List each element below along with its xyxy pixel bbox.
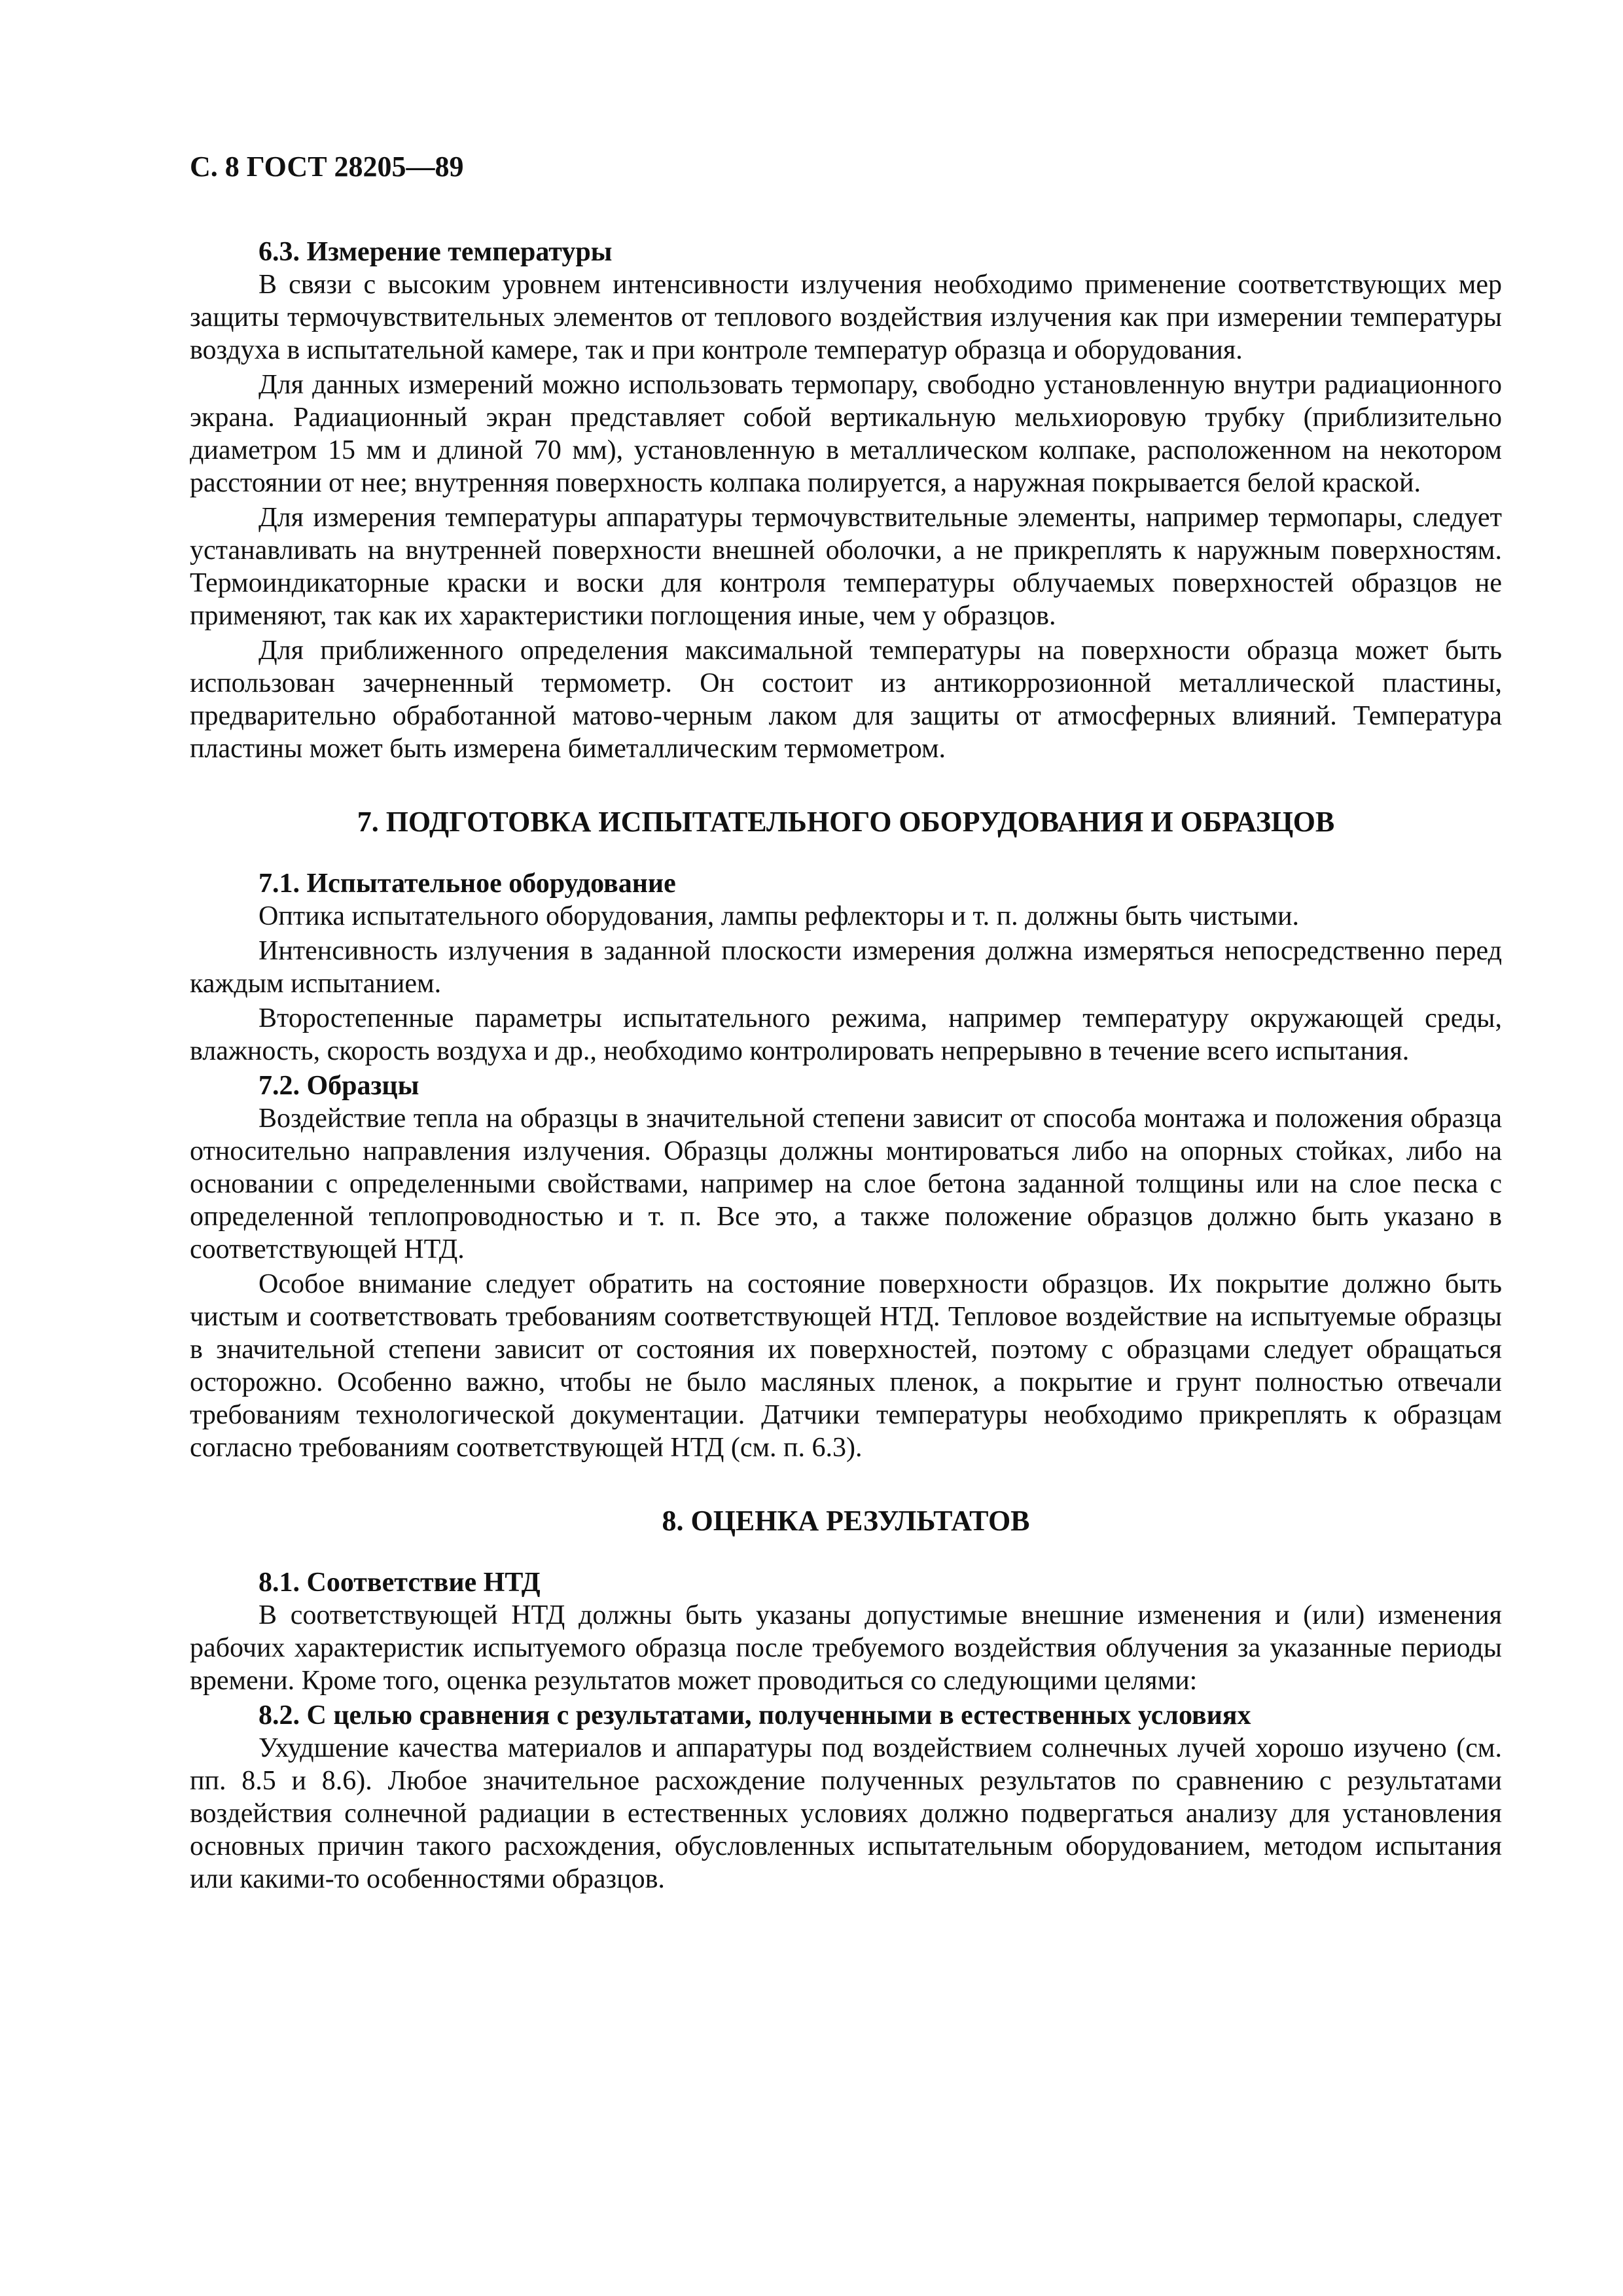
section-8-1-title: 8.1. Соответствие НТД [259, 1568, 541, 1598]
section-6-3-title: 6.3. Измерение температуры [259, 237, 613, 267]
section-6-3-paragraph-3: Для измерения температуры аппаратуры термочувствительные элементы, например термопары, следует устанавливать на внутренней поверхности внешней оболочки, а не прикреплять к наружным поверхностям. Термоиндикаторные краски и воски для контроля температуры облучаемых поверхностей образцов не применяют, так как их характеристики поглощения иные, чем у образцов. [190, 503, 1502, 631]
document-page [190, 151, 1502, 1897]
section-6-3-paragraph-4: Для приближенного определения максимальной температуры на поверхности образца может быть использован зачерненный термометр. Он состоит из антикоррозионной металлической пластины, предварительно обработанной матово-черным лаком для защиты от атмосферных влияний. Температура пластины может быть измерена биметаллическим термометром. [190, 636, 1502, 764]
section-8-title: 8. ОЦЕНКА РЕЗУЛЬТАТОВ [662, 1505, 1030, 1537]
section-8-1-paragraph-1: В соответствующей НТД должны быть указаны допустимые внешние изменения и (или) изменения рабочих характеристик испытуемого образца после требуемого воздействия облучения за указанные периоды времени. Кроме того, оценка результатов может проводиться со следующими целями: [190, 1600, 1502, 1696]
running-head: С. 8 ГОСТ 28205—89 [190, 151, 464, 183]
section-7-1-paragraph-2: Интенсивность излучения в заданной плоскости измерения должна измеряться непосредственно перед каждым испытанием. [190, 936, 1502, 999]
section-6-3-paragraph-2: Для данных измерений можно использовать термопару, свободно установленную внутри радиационного экрана. Радиационный экран представляет собой вертикальную мельхиоровую трубку (приблизительно диаметром 15 мм и длиной 70 мм), установленную в металлическом колпаке, расположенном на некотором расстоянии от нее; внутренняя поверхность колпака полируется, а наружная покрывается белой краской. [190, 370, 1502, 498]
section-7-2-paragraph-1: Воздействие тепла на образцы в значительной степени зависит от способа монтажа и положения образца относительно направления излучения. Образцы должны монтироваться либо на опорных стойках, либо на основании с определенными свойствами, например на слое бетона заданной толщины или на слое песка с определенной теплопроводностью и т. п. Все это, а также положение образцов должно быть указано в соответствующей НТД. [190, 1103, 1502, 1265]
section-7-title: 7. ПОДГОТОВКА ИСПЫТАТЕЛЬНОГО ОБОРУДОВАНИЯ И ОБРАЗЦОВ [357, 806, 1335, 838]
section-7-1-title: 7.1. Испытательное оборудование [259, 869, 676, 899]
section-7-2-title: 7.2. Образцы [259, 1071, 419, 1101]
section-7-1-paragraph-3: Второстепенные параметры испытательного режима, например температуру окружающей среды, влажность, скорость воздуха и др., необходимо контролировать непрерывно в течение всего испытания. [190, 1003, 1502, 1066]
section-6-3-paragraph-1: В связи с высоким уровнем интенсивности излучения необходимо применение соответствующих мер защиты термочувствительных элементов от теплового воздействия излучения как при измерении температуры воздуха в испытательной камере, так и при контроле температур образца и оборудования. [190, 270, 1502, 365]
section-8-2-title: 8.2. С целью сравнения с результатами, полученными в естественных условиях [259, 1700, 1251, 1731]
section-8-2-paragraph-1: Ухудшение качества материалов и аппаратуры под воздействием солнечных лучей хорошо изучено (см. пп. 8.5 и 8.6). Любое значительное расхождение полученных результатов по сравнению с результатами воздействия солнечной радиации в естественных условиях должно подвергаться анализу для установления основных причин такого расхождения, обусловленных испытательным оборудованием, методом испытания или какими-то особенностями образцов. [190, 1733, 1502, 1894]
section-7-2-paragraph-2: Особое внимание следует обратить на состояние поверхности образцов. Их покрытие должно быть чистым и соответствовать требованиям соответствующей НТД. Тепловое воздействие на испытуемые образцы в значительной степени зависит от состояния их поверхностей, поэтому с образцами следует обращаться осторожно. Особенно важно, чтобы не было масляных пленок, а покрытие и грунт полностью отвечали требованиям технологической документации. Датчики температуры необходимо прикреплять к образцам согласно требованиям соответствующей НТД (см. п. 6.3). [190, 1269, 1502, 1463]
section-7-1-paragraph-1: Оптика испытательного оборудования, лампы рефлекторы и т. п. должны быть чистыми. [259, 901, 1300, 931]
